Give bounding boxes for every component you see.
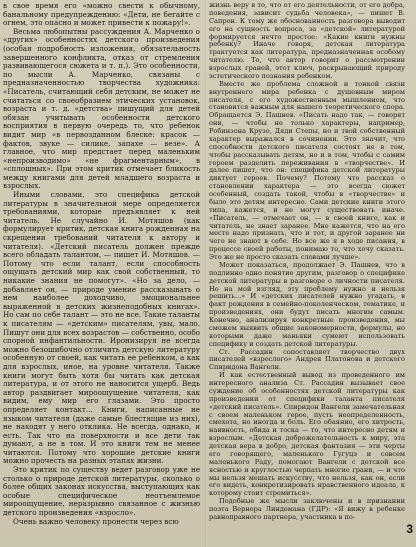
paragraph: в свое время его «можно свести к обычному, банальному предупреждению: «Дети, не бегайте с огнем, это опасно и может привести к пожару!». xyxy=(3,1,200,28)
paragraph: жизнь веру в то, что от его деятельности, от его добра, поведения, зависит судьба человека», — пишет В. Сапрон. К тому же обоснованность разговора выводит его на сущность вопроса, за «детской» литературой формируется нечто простое: «Какие книги нужны ребенку? Иначе говоря, детская литература трактуется как литература, предназначенная особому читателю. То, что автор говорит о рассмотрении взрослых граней, этот ключ, раскрывающий природу эстетического познания ребенком. xyxy=(209,1,405,80)
left-column xyxy=(3,2,200,526)
paragraph: Весьма любопытны рассуждения А. Марченко о «других» особенностях детского произведения (особая подробность изложения, обязательность завершенного конфликта, отказ от стремления развивающегося сюжета и т. п.). Это особенности, по мысли А. Марченко, связаны с предназначенностью творчества художника: «Писатель, считающий себя детским, не может не считаться со своеобразием этических установок, возраста и т. д. «детства» пишущий для детей обязан учитывать особенности детского восприятия в первую очередь то, что ребенок видит мир «в первозданном блеске: красок — фактов, звуке — силике, запахе — везе». А главное, что мир предстает перед маленьким «непроизводимо» «не фрагментарным», в «сплошных». При этом критик отмечает бликость между книгами для детей младшего возраста и взрослых. xyxy=(3,26,200,191)
paragraph: Иными словами, это специфика детской литературы в значительной мере определяется требованиями, которые предъявляет к ней читатель. Не случайно И. Мотяшов (как формулирует критик, детская книга рожденная на скрещении требований читателя к автору и читателя). «Детский писатель должен прежде всего обладать талантом, — пишет И. Мотяшов. — Потому что если талант, если способность ощущать детский мир как свой собственный, то никакие знания не помогут». «Но за дело, — добавляет он, — природе умение рассказывать о нем наиболее доходчиво, эмоциональнее выраженной в детских жизнеподобных книгах». Но сам по себе талант — это не все. Такие таланты к писателям — «детским» писателям, увы, мало. Пишут они для всех возрастов — собственно, особо спорной инфантильности. Иронизируя не всегда можно безошибочно отличить детскую литературу особенную от своей, как читать ее ребенком, а как для взрослых, иное, на уровне читателя. Также книги могут быть хотя бы читать как детская литература, и от этого не наносится ущерб. Ведь автор раздвигает мироощущение читателя, как видим, ему мир его глазами. Это просто определяет контакт... Книги, написанные не языком читателя (даже самые блестящие из них), не находят у него отклика. Не всегда, однако, и есть. Так что на поверхности и все дети так думают, а не в том. И это книги тем не менее читаются. Потому что хорошие детские книги можно прочесть на разных этапах жизни. xyxy=(3,190,201,466)
page-number: 3 xyxy=(406,522,413,536)
paragraph: Ст. Рассадин сопоставляет творчество двух писателей «взрослого» Андрея Платонова и детского Спиридона Вангели. xyxy=(209,347,405,372)
right-column xyxy=(209,2,405,522)
paragraph: И как естественный вывод из проведенного им интересного анализа Ст. Рассадин вызывает свое суждение об особенностях детской литературы как произведении от специфики таланта писателя «детский писатель». Спиридон Вангели замечательная с своем маленьком герое, пусть неопределенность, смехота, но иногда и боль. Его обаяние, его хитрость, наивность, обида и тоска — то, что интересно детям и взрослым. «Детская доброжелательность к миру, эта детская вера в добро, детская фантазия — эти черты его говорящего, маленького Гугуцэ и совсем маленького Раду, помогают Вангели с детской все ясностью и круглостью черпать многие грани, — и что мы нельзя мешать искусству, что нельзя, как он, если его видеть, конкретизировать нравственного идеала, к которому стоит стремиться». xyxy=(209,371,405,498)
paragraph: Очень важно человеку пронести через всю xyxy=(13,516,179,526)
paragraph: Подобные же мысли заключены и в признании поэта Вернера Линдемана (ГДР): «Я вижу в ребенке равноправного партнера, участника в по- xyxy=(209,497,405,521)
paragraph: Это критик по существу ведет разговор уже не столько о природе детской литературы, сколько о более общих законах искусства, выступающих как особые специфическое неотъемлемое мироощущение, неразрывно связанное с жизнью детского произведения «взросло». xyxy=(3,465,200,518)
paragraph: Вместе же проблема сложной и тонкой связи внутреннего мира ребенка с душевным миром писателя, с его художественным мышлением, что становится важным для нашего теоретического спора. Обращается Э. Пашнев. «Писать надо так, — говорят они, — чтобы не только характеры, например, Робинзона Крузо, Дяди Степы, но и твой собственный характер выражался в сочинении. Это значит, что способности детского писателя состоят не в том, чтобы рассказывать детям, но и в том, чтобы с самим героем разделить переживания в «творчестве». И далее пишет, что он: специфика детской литературы диктует героев. Почему? Потому что рассказ о становлении характера — это всегда сюжет особенный, создать такой, чтобы в «творчестве» и было это детям интересно. Сами детские книги этого типа, кажется, и не могут существовать иначе. «Писатель, — отмечает он, — в своей книге, как и читатель, не знает заранее. Мне кажется, что на его месте надо признать, что и тот, и другой заранее ни чего не знают в себе. Но все же я в ходе писания, в процессе своей работы, понимаю то, что хочу сказать. Это же не просто сказать словами лучше». xyxy=(209,79,405,261)
column-divider xyxy=(205,0,206,547)
paragraph: Может показаться, продолжает Э. Пашнев, что в подлинно одно понятие другим, разговор о специфике детской литературы в разговоре о личности писателя. Но на мой взгляд, эту проблему нужно и нельзя решить...» И «детских писателей нужно угадать, в факт рождения в семейно-поколенческом, тематике, и произведениях, они будут писать многим самым. Конечно, анализируя конкретные произведения, мы сможем выявить общие закономерности, формулы, но которыми даже маньяки сумеют использовать специфику и создать детской литературы. xyxy=(209,260,405,348)
